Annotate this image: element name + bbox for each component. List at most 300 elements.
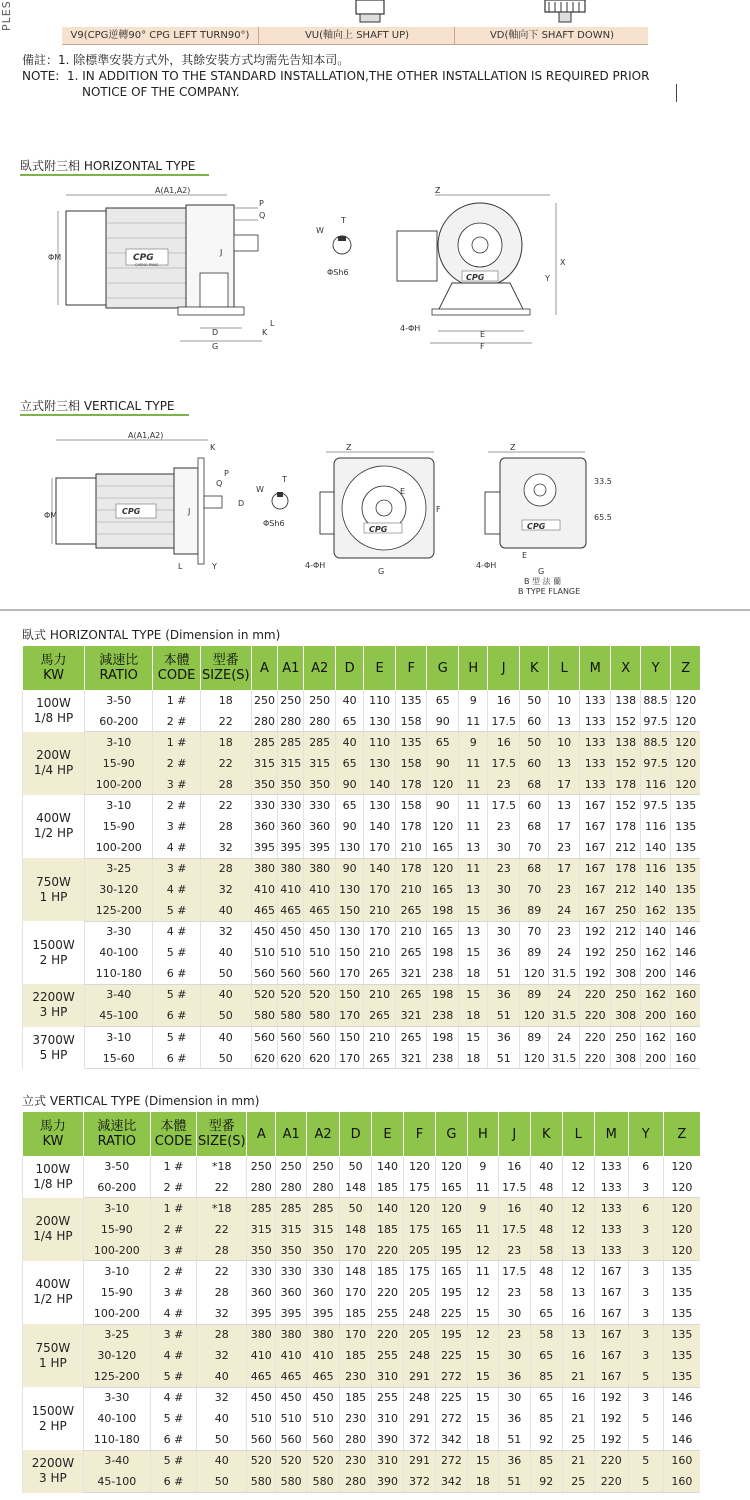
table-cell: 380	[247, 1324, 276, 1345]
header-text: A1	[282, 1126, 300, 1142]
table-cell: 560	[276, 1429, 307, 1450]
table-cell: 60	[519, 753, 548, 774]
table-cell: 22	[200, 795, 251, 816]
table-cell: 40	[197, 1450, 247, 1471]
table-cell: 291	[404, 1450, 436, 1471]
table-cell: 395	[307, 1303, 340, 1324]
table-cell: 465	[307, 1366, 340, 1387]
header-text: SIZE(S)	[197, 1134, 246, 1149]
table-cell: 30-120	[85, 879, 153, 900]
table-cell: 22	[197, 1177, 247, 1198]
table-cell: 580	[251, 1005, 277, 1026]
table-cell: 250	[611, 1027, 640, 1048]
table-cell: 70	[519, 837, 548, 858]
table-cell: 6	[628, 1198, 663, 1219]
power-cell	[23, 732, 85, 795]
table-cell: 3-40	[83, 1450, 150, 1471]
table-cell: 89	[519, 984, 548, 1005]
table-cell: 40	[530, 1156, 562, 1177]
table-cell: 13	[549, 711, 580, 732]
table-cell: 120	[671, 732, 700, 753]
shaft-up-icon	[340, 0, 400, 26]
table-row	[23, 1048, 701, 1069]
table-cell: 395	[247, 1303, 276, 1324]
table-cell: 510	[247, 1408, 276, 1429]
table-cell: 116	[640, 774, 671, 795]
table-cell: 18	[467, 1471, 498, 1492]
power-kw: 1500W	[32, 937, 75, 952]
power-cell	[23, 1450, 84, 1492]
table-cell: 22	[197, 1219, 247, 1240]
table-cell: 167	[594, 1345, 628, 1366]
table-cell: 220	[579, 1048, 611, 1069]
horizontal-dimension-table	[22, 646, 700, 1069]
table-cell: 210	[364, 942, 396, 963]
header-text: H	[477, 1126, 488, 1142]
table-cell: 200	[640, 1048, 671, 1069]
section-divider	[0, 609, 750, 611]
table-cell: 23	[498, 1324, 530, 1345]
table-cell: 165	[427, 837, 459, 858]
table-cell: 120	[404, 1198, 436, 1219]
table-cell: 158	[395, 795, 427, 816]
table-cell: 1 #	[153, 732, 200, 753]
table-cell: 580	[276, 1471, 307, 1492]
table-cell: 31.5	[549, 1005, 580, 1026]
table-cell: 23	[488, 774, 520, 795]
table-cell: 89	[519, 1027, 548, 1048]
table-cell: 23	[549, 879, 580, 900]
table-cell: 360	[278, 816, 304, 837]
power-kw: 200W	[35, 1214, 71, 1229]
table-cell: 100-200	[83, 1303, 150, 1324]
table-cell: 620	[304, 1048, 336, 1069]
table-cell: 17.5	[498, 1261, 530, 1282]
table-cell: 5 #	[150, 1450, 196, 1471]
table-cell: 380	[251, 858, 277, 879]
table-cell: 120	[435, 1198, 467, 1219]
table-cell: 212	[611, 837, 640, 858]
table-cell: 510	[276, 1408, 307, 1429]
table-cell: 23	[549, 837, 580, 858]
power-cell	[23, 690, 85, 732]
table-cell: 21	[562, 1366, 594, 1387]
table-cell: 321	[395, 1048, 427, 1069]
table-cell: 4 #	[153, 879, 200, 900]
table-row	[23, 921, 701, 942]
table-cell: 15	[459, 984, 488, 1005]
table-cell: 22	[200, 711, 251, 732]
table-cell: 135	[663, 1345, 700, 1366]
table-cell: 150	[335, 984, 363, 1005]
table-cell: 248	[404, 1387, 436, 1408]
column-header	[276, 1112, 307, 1156]
table-cell: 50	[340, 1198, 372, 1219]
table-cell: 140	[364, 774, 396, 795]
shaft-down-icon	[535, 0, 595, 26]
table-cell: 110	[364, 690, 396, 711]
table-cell: 133	[594, 1198, 628, 1219]
table-cell: 140	[364, 858, 396, 879]
table-cell: 116	[640, 858, 671, 879]
table-cell: 40-100	[83, 1408, 150, 1429]
table-cell: 135	[671, 858, 700, 879]
table-row	[23, 795, 701, 816]
label-h: 4-ΦH	[400, 324, 421, 333]
table-cell: 225	[435, 1345, 467, 1366]
note-line-3: NOTICE OF THE COMPANY.	[82, 85, 240, 99]
vertical-title-underline	[20, 414, 189, 416]
table-cell: 5	[628, 1471, 663, 1492]
table-cell: 9	[467, 1156, 498, 1177]
table-cell: 3	[628, 1345, 663, 1366]
header-text: F	[407, 660, 415, 676]
table-cell: 31.5	[549, 1048, 580, 1069]
power-kw: 2200W	[32, 990, 75, 1005]
table-cell: 28	[200, 774, 251, 795]
table-cell: 308	[611, 1048, 640, 1069]
table-cell: 70	[519, 879, 548, 900]
v-label-h: 4-ΦH	[305, 561, 326, 570]
v-label-d: D	[238, 499, 245, 508]
table-cell: 85	[530, 1450, 562, 1471]
label-s: ΦSh6	[327, 268, 349, 277]
table-cell: 65	[530, 1303, 562, 1324]
table-cell: 60-200	[83, 1177, 150, 1198]
power-cell	[23, 1198, 84, 1261]
table-row	[23, 1156, 701, 1177]
table-cell: 167	[579, 795, 611, 816]
table-cell: 165	[427, 921, 459, 942]
v-label-dim2: 65.5	[594, 513, 612, 522]
power-cell	[23, 858, 85, 921]
table-cell: 90	[335, 816, 363, 837]
v-label-t: T	[282, 475, 287, 484]
header-text: K	[529, 660, 539, 676]
table-cell: 133	[594, 1177, 628, 1198]
table-cell: 12	[562, 1156, 594, 1177]
table-cell: 133	[594, 1240, 628, 1261]
table-cell: 372	[404, 1471, 436, 1492]
table-cell: 3	[628, 1240, 663, 1261]
table-cell: 167	[594, 1324, 628, 1345]
table-cell: 165	[435, 1219, 467, 1240]
table-cell: 178	[611, 816, 640, 837]
table-cell: 195	[435, 1324, 467, 1345]
table-cell: 140	[372, 1198, 404, 1219]
column-header	[663, 1112, 700, 1156]
table-cell: 138	[611, 690, 640, 711]
table-cell: 130	[335, 879, 363, 900]
table-cell: 330	[278, 795, 304, 816]
header-text: 馬力	[40, 653, 67, 668]
table-cell: 146	[671, 963, 700, 984]
table-cell: 285	[247, 1198, 276, 1219]
table-cell: 350	[276, 1240, 307, 1261]
table-cell: 315	[276, 1219, 307, 1240]
table-cell: 160	[671, 984, 700, 1005]
table-cell: 272	[435, 1366, 467, 1387]
table-cell: 15-90	[83, 1282, 150, 1303]
table-cell: 11	[459, 711, 488, 732]
horizontal-title-underline	[20, 174, 209, 176]
table-cell: 51	[488, 1005, 520, 1026]
table-cell: 185	[340, 1387, 372, 1408]
column-header	[628, 1112, 663, 1156]
table-cell: 135	[395, 690, 427, 711]
table-cell: 410	[276, 1345, 307, 1366]
power-kw: 1500W	[31, 1403, 75, 1418]
header-text: D	[350, 1126, 361, 1142]
table-cell: 250	[611, 984, 640, 1005]
power-cell	[23, 1387, 84, 1450]
vertical-table-title: 立式 VERTICAL TYPE (Dimension in mm)	[22, 1094, 260, 1108]
table-cell: 40	[200, 900, 251, 921]
table-cell: 70	[519, 921, 548, 942]
table-cell: 10	[549, 732, 580, 753]
table-cell: 40	[197, 1408, 247, 1429]
table-cell: 12	[467, 1240, 498, 1261]
table-cell: 40-100	[85, 942, 153, 963]
power-cell	[23, 795, 85, 858]
column-header	[498, 1112, 530, 1156]
table-cell: 32	[197, 1387, 247, 1408]
table-cell: 3	[628, 1303, 663, 1324]
header-text: L	[574, 1126, 582, 1142]
table-cell: 36	[488, 984, 520, 1005]
table-cell: 170	[340, 1324, 372, 1345]
column-header	[83, 1112, 150, 1156]
table-cell: 160	[671, 1005, 700, 1026]
table-cell: 24	[549, 984, 580, 1005]
table-cell: 146	[663, 1429, 700, 1450]
table-cell: 3 #	[150, 1240, 196, 1261]
label-z: Z	[435, 186, 441, 195]
table-cell: 185	[340, 1303, 372, 1324]
table-cell: 90	[427, 711, 459, 732]
table-cell: 97.5	[640, 795, 671, 816]
column-header	[404, 1112, 436, 1156]
table-cell: 450	[251, 921, 277, 942]
table-cell: 162	[640, 900, 671, 921]
table-cell: 12	[562, 1261, 594, 1282]
table-cell: 285	[304, 732, 336, 753]
table-cell: 3	[628, 1387, 663, 1408]
table-cell: 6 #	[150, 1429, 196, 1450]
table-cell: 410	[251, 879, 277, 900]
table-cell: 560	[278, 1027, 304, 1048]
table-cell: 510	[278, 942, 304, 963]
column-header	[247, 1112, 276, 1156]
table-cell: 4 #	[153, 837, 200, 858]
table-cell: 100-200	[85, 774, 153, 795]
table-cell: 285	[307, 1198, 340, 1219]
table-cell: 280	[276, 1177, 307, 1198]
table-cell: 3-30	[85, 921, 153, 942]
table-cell: 17	[549, 858, 580, 879]
table-cell: 30	[498, 1387, 530, 1408]
table-cell: 220	[594, 1450, 628, 1471]
column-header	[519, 646, 548, 690]
column-header	[530, 1112, 562, 1156]
label-p: P	[259, 199, 264, 208]
table-cell: 315	[278, 753, 304, 774]
table-cell: 1 #	[150, 1156, 196, 1177]
table-cell: 5 #	[150, 1408, 196, 1429]
table-cell: 15-60	[85, 1048, 153, 1069]
table-cell: 23	[498, 1240, 530, 1261]
table-row	[23, 1345, 701, 1366]
power-kw: 100W	[36, 695, 71, 710]
v-label-y: Y	[212, 562, 217, 571]
table-cell: 135	[663, 1303, 700, 1324]
table-cell: 58	[530, 1282, 562, 1303]
table-cell: 250	[251, 690, 277, 711]
v-label-l: L	[178, 562, 183, 571]
column-header	[251, 646, 277, 690]
v-label-e: E	[400, 487, 406, 496]
table-cell: 167	[579, 879, 611, 900]
table-cell: 146	[671, 921, 700, 942]
table-cell: 160	[663, 1450, 700, 1471]
table-cell: 65	[530, 1387, 562, 1408]
table-cell: 195	[435, 1282, 467, 1303]
power-hp: 2 HP	[39, 1418, 67, 1433]
header-text: L	[560, 660, 568, 676]
table-cell: 272	[435, 1408, 467, 1429]
table-cell: 65	[335, 753, 363, 774]
table-cell: 3-30	[83, 1387, 150, 1408]
table-cell: 30-120	[83, 1345, 150, 1366]
table-cell: 23	[488, 816, 520, 837]
header-text: A	[256, 1126, 266, 1142]
table-cell: 3	[628, 1219, 663, 1240]
table-cell: 360	[276, 1282, 307, 1303]
table-cell: 560	[251, 1027, 277, 1048]
table-cell: 51	[488, 963, 520, 984]
v-label-h2: 4-ΦH	[476, 561, 497, 570]
table-cell: 85	[530, 1366, 562, 1387]
table-cell: 167	[579, 858, 611, 879]
table-cell: 285	[251, 732, 277, 753]
table-cell: 315	[307, 1219, 340, 1240]
table-cell: 465	[278, 900, 304, 921]
table-cell: 6 #	[153, 963, 200, 984]
column-header	[364, 646, 396, 690]
power-kw: 400W	[35, 1277, 71, 1292]
column-header	[340, 1112, 372, 1156]
table-cell: 51	[498, 1471, 530, 1492]
table-cell: 40	[200, 1027, 251, 1048]
table-cell: 178	[611, 858, 640, 879]
table-cell: 520	[278, 984, 304, 1005]
table-cell: 170	[335, 1048, 363, 1069]
header-text: H	[468, 660, 479, 676]
column-header	[579, 646, 611, 690]
table-cell: 280	[278, 711, 304, 732]
table-cell: 152	[611, 753, 640, 774]
column-header	[304, 646, 336, 690]
table-cell: 175	[404, 1219, 436, 1240]
table-cell: 6 #	[153, 1005, 200, 1026]
table-cell: 13	[459, 921, 488, 942]
table-cell: 30	[488, 879, 520, 900]
table-cell: 167	[579, 837, 611, 858]
table-cell: 3 #	[150, 1324, 196, 1345]
header-text: CODE	[154, 1134, 193, 1149]
table-cell: 510	[304, 942, 336, 963]
table-row	[23, 1261, 701, 1282]
table-cell: 291	[404, 1408, 436, 1429]
table-cell: 178	[395, 858, 427, 879]
table-cell: 120	[671, 774, 700, 795]
table-cell: 15	[467, 1366, 498, 1387]
table-row	[23, 1240, 701, 1261]
table-cell: 23	[498, 1282, 530, 1303]
table-cell: 50	[519, 690, 548, 711]
table-cell: 167	[594, 1303, 628, 1324]
table-cell: 3-10	[85, 795, 153, 816]
table-cell: 3-40	[85, 984, 153, 1005]
table-cell: 195	[435, 1240, 467, 1261]
table-cell: 5	[628, 1366, 663, 1387]
table-cell: 50	[340, 1156, 372, 1177]
table-cell: 40	[335, 690, 363, 711]
table-cell: 133	[594, 1219, 628, 1240]
table-cell: 50	[197, 1471, 247, 1492]
table-row	[23, 1005, 701, 1026]
table-cell: 225	[435, 1303, 467, 1324]
table-cell: 13	[549, 753, 580, 774]
table-cell: 165	[435, 1177, 467, 1198]
table-cell: 133	[579, 774, 611, 795]
label-q: Q	[259, 211, 266, 220]
table-cell: 6 #	[150, 1471, 196, 1492]
table-cell: 36	[498, 1450, 530, 1471]
table-cell: 120	[671, 753, 700, 774]
table-cell: 170	[364, 921, 396, 942]
table-cell: 120	[663, 1156, 700, 1177]
table-cell: 158	[395, 753, 427, 774]
table-cell: 17	[549, 774, 580, 795]
table-cell: 380	[304, 858, 336, 879]
table-row	[23, 963, 701, 984]
table-row	[23, 711, 701, 732]
table-cell: 205	[404, 1282, 436, 1303]
table-cell: 212	[611, 921, 640, 942]
table-cell: 238	[427, 1048, 459, 1069]
table-cell: 120	[435, 1156, 467, 1177]
table-cell: 372	[404, 1429, 436, 1450]
table-cell: 65	[335, 711, 363, 732]
table-cell: 30	[488, 837, 520, 858]
header-text: KW	[42, 1134, 64, 1149]
table-cell: 90	[427, 753, 459, 774]
v-label-p: P	[224, 469, 229, 478]
table-cell: 15	[459, 1027, 488, 1048]
table-cell: 17.5	[498, 1177, 530, 1198]
table-cell: 395	[276, 1303, 307, 1324]
column-header	[307, 1112, 340, 1156]
table-cell: 2 #	[150, 1261, 196, 1282]
table-cell: 210	[364, 1027, 396, 1048]
table-cell: 100-200	[83, 1240, 150, 1261]
table-cell: 560	[278, 963, 304, 984]
table-cell: 120	[663, 1198, 700, 1219]
table-row	[23, 984, 701, 1005]
table-cell: 2 #	[150, 1219, 196, 1240]
table-cell: 2 #	[153, 711, 200, 732]
